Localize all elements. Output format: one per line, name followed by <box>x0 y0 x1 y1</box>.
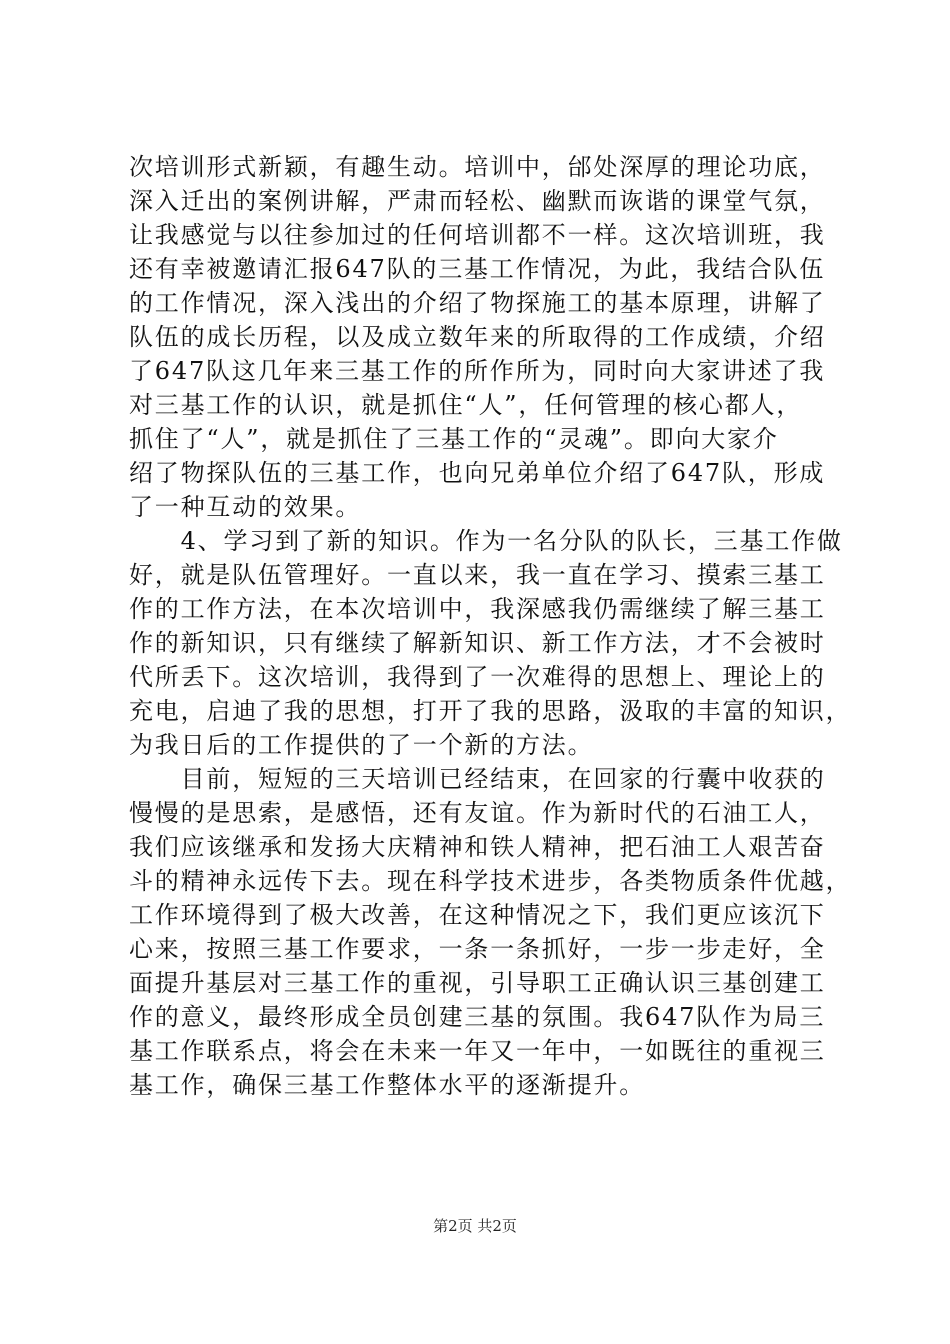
text-line: 斗的精神永远传下去。现在科学技术进步，各类物质条件优越， <box>129 867 852 895</box>
text-line: 对三基工作的认识，就是抓住“人”，任何管理的核心都人， <box>129 391 803 419</box>
text-line: 让我感觉与以往参加过的任何培训都不一样。这次培训班，我 <box>129 221 826 249</box>
document-body <box>129 150 852 1102</box>
text-line: 目前，短短的三天培训已经结束，在回家的行囊中收获的 <box>129 765 826 793</box>
text-line: 作的意义，最终形成全员创建三基的氛围。我647队作为局三 <box>129 1003 826 1031</box>
text-line: 充电，启迪了我的思想，打开了我的思路，汲取的丰富的知识， <box>129 697 852 725</box>
text-line: 慢慢的是思索，是感悟，还有友谊。作为新时代的石油工人， <box>129 799 826 827</box>
text-line: 基工作，确保三基工作整体水平的逐渐提升。 <box>129 1071 645 1099</box>
text-line: 好，就是队伍管理好。一直以来，我一直在学习、摸索三基工 <box>129 561 826 589</box>
text-line: 次培训形式新颖，有趣生动。培训中，邰处深厚的理论功底， <box>129 153 826 181</box>
text-line: 面提升基层对三基工作的重视，引导职工正确认识三基创建工 <box>129 969 826 997</box>
text-line: 工作环境得到了极大改善，在这种情况之下，我们更应该沉下 <box>129 901 826 929</box>
text-line: 作的工作方法，在本次培训中，我深感我仍需继续了解三基工 <box>129 595 826 623</box>
text-line: 的工作情况，深入浅出的介绍了物探施工的基本原理，讲解了 <box>129 289 826 317</box>
text-line: 我们应该继承和发扬大庆精神和铁人精神，把石油工人艰苦奋 <box>129 833 826 861</box>
text-line: 队伍的成长历程，以及成立数年来的所取得的工作成绩，介绍 <box>129 323 826 351</box>
text-line: 还有幸被邀请汇报647队的三基工作情况，为此，我结合队伍 <box>129 255 826 283</box>
text-line: 抓住了“人”，就是抓住了三基工作的“灵魂”。即向大家介 <box>129 425 779 453</box>
text-line: 为我日后的工作提供的了一个新的方法。 <box>129 731 594 759</box>
text-line: 基工作联系点，将会在未来一年又一年中，一如既往的重视三 <box>129 1037 826 1065</box>
text-line: 作的新知识，只有继续了解新知识、新工作方法，才不会被时 <box>129 629 826 657</box>
text-line: 了一种互动的效果。 <box>129 493 362 521</box>
text-line: 心来，按照三基工作要求，一条一条抓好，一步一步走好，全 <box>129 935 826 963</box>
text-line: 4、学习到了新的知识。作为一名分队的队长，三基工作做 <box>129 527 843 555</box>
text-line: 代所丢下。这次培训，我得到了一次难得的思想上、理论上的 <box>129 663 826 691</box>
text-line: 绍了物探队伍的三基工作，也向兄弟单位介绍了647队，形成 <box>129 459 826 487</box>
text-line: 深入迁出的案例讲解，严肃而轻松、幽默而诙谐的课堂气氛， <box>129 187 826 215</box>
text-line: 了647队这几年来三基工作的所作所为，同时向大家讲述了我 <box>129 357 826 385</box>
page-footer: 第2页 共2页 <box>433 1217 517 1235</box>
